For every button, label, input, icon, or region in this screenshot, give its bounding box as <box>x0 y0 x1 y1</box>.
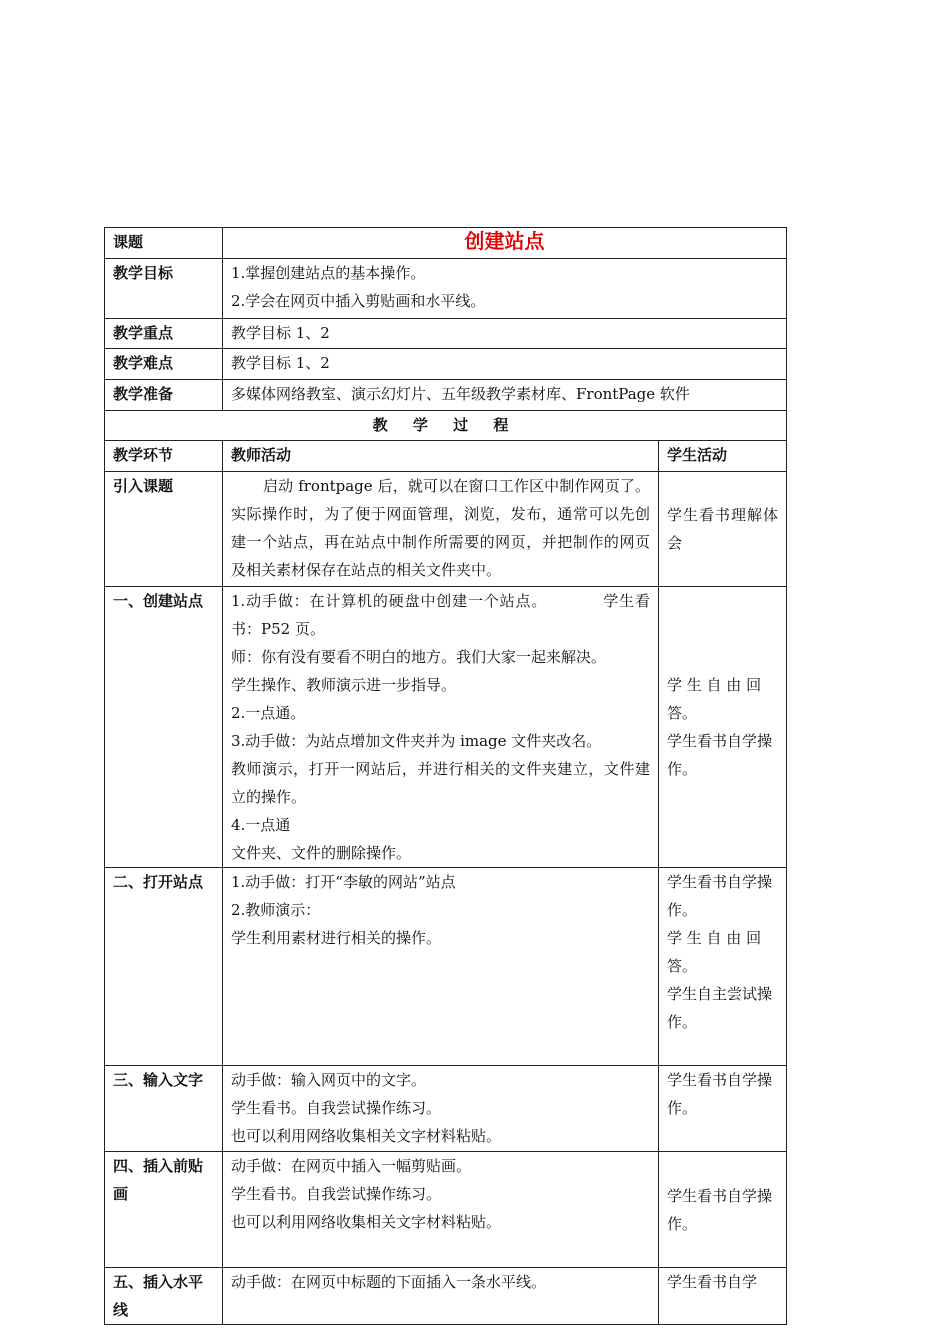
teacher-line: 动手做：输入网页中的文字。 <box>231 1071 427 1089</box>
topic-label: 课题 <box>105 228 223 259</box>
column-stage: 教学环节 <box>105 441 223 472</box>
teacher-line: 1.动手做：打开“李敏的网站”站点 <box>231 873 456 891</box>
goal-item: 2.学会在网页中插入剪贴画和水平线。 <box>231 292 486 310</box>
prep-value: 多媒体网络教室、演示幻灯片、五年级教学素材库、FrontPage 软件 <box>223 380 787 411</box>
teacher-line: 1.动手做：在计算机的硬盘中创建一个站点。 学生看书：P52 页。 <box>231 592 650 638</box>
prep-label: 教学准备 <box>105 380 223 411</box>
table-row <box>105 1066 787 1152</box>
page-title: 创建站点 <box>464 229 545 253</box>
teacher-line: 动手做：在网页中标题的下面插入一条水平线。 <box>231 1273 547 1291</box>
key-value: 教学目标 1、2 <box>223 319 787 349</box>
column-header-row <box>105 441 787 472</box>
table-row <box>105 1152 787 1268</box>
prep-row <box>105 380 787 411</box>
student-line: 学 生 自 由 回 答。 <box>667 676 762 722</box>
stage-label: 二、打开站点 <box>105 868 223 1066</box>
table-row <box>105 472 787 587</box>
stage-label: 四、插入前贴画 <box>105 1152 223 1268</box>
lesson-plan-table <box>104 227 787 1325</box>
teacher-line: 也可以利用网络收集相关文字材料粘贴。 <box>231 1127 502 1145</box>
student-activity <box>659 1066 787 1152</box>
student-text: 学生看书理解体会 <box>667 506 778 552</box>
stage-label: 引入课题 <box>105 472 223 587</box>
student-activity <box>659 1152 787 1268</box>
goals-cell <box>223 259 787 319</box>
teacher-line: 也可以利用网络收集相关文字材料粘贴。 <box>231 1213 502 1231</box>
teacher-activity <box>223 868 659 1066</box>
teacher-line: 学生利用素材进行相关的操作。 <box>231 929 442 947</box>
stage-label: 三、输入文字 <box>105 1066 223 1152</box>
student-activity <box>659 472 787 587</box>
stage-label: 五、插入水平线 <box>105 1268 223 1325</box>
table-row <box>105 1268 787 1325</box>
teacher-line: 动手做：在网页中插入一幅剪贴画。 <box>231 1157 472 1175</box>
student-line: 学生看书自学操作。 <box>667 732 773 778</box>
topic-row <box>105 228 787 259</box>
teacher-text: 启动 frontpage 后，就可以在窗口工作区中制作网页了。实际操作时，为了便于网面管理，浏览，发布，通常可以先创建一个站点，再在站点中制作所需要的网页，并把制作的网页及相关素材保存在站点的相关文件夹中。 <box>231 477 650 579</box>
teacher-line: 文件夹、文件的删除操作。 <box>231 844 412 862</box>
student-line: 学生看书自学 <box>667 1273 758 1291</box>
teacher-line: 学生看书。自我尝试操作练习。 <box>231 1099 442 1117</box>
difficult-value: 教学目标 1、2 <box>223 349 787 380</box>
student-activity <box>659 868 787 1066</box>
difficult-label: 教学难点 <box>105 349 223 380</box>
goal-item: 1.掌握创建站点的基本操作。 <box>231 264 426 282</box>
goals-row <box>105 259 787 319</box>
student-line: 学生看书自学操作。 <box>667 1071 773 1117</box>
teacher-activity <box>223 1152 659 1268</box>
teacher-activity <box>223 1268 659 1325</box>
teacher-activity <box>223 1066 659 1152</box>
process-heading: 教 学 过 程 <box>105 411 787 441</box>
table-row <box>105 587 787 868</box>
teacher-activity <box>223 472 659 587</box>
teacher-line: 师：你有没有要看不明白的地方。我们大家一起来解决。 <box>231 648 607 666</box>
stage-label: 一、创建站点 <box>105 587 223 868</box>
goals-label: 教学目标 <box>105 259 223 319</box>
teacher-activity <box>223 587 659 868</box>
column-teacher: 教师活动 <box>223 441 659 472</box>
teacher-line: 2.教师演示： <box>231 901 321 919</box>
teacher-line: 4.一点通 <box>231 816 291 834</box>
table-row <box>105 868 787 1066</box>
student-line: 学 生 自 由 回 答。 <box>667 929 762 975</box>
column-student: 学生活动 <box>659 441 787 472</box>
teacher-line: 3.动手做：为站点增加文件夹并为 image 文件夹改名。 <box>231 732 602 750</box>
teacher-line: 2.一点通。 <box>231 704 306 722</box>
student-line: 学生自主尝试操作。 <box>667 985 773 1031</box>
student-activity <box>659 1268 787 1325</box>
student-activity <box>659 587 787 868</box>
difficult-row <box>105 349 787 380</box>
student-line: 学生看书自学操作。 <box>667 873 773 919</box>
teacher-line: 学生操作、教师演示进一步指导。 <box>231 676 457 694</box>
student-line: 学生看书自学操作。 <box>667 1186 773 1233</box>
process-row <box>105 411 787 441</box>
topic-cell <box>223 228 787 259</box>
teacher-line: 教师演示，打开一网站后，并进行相关的文件夹建立，文件建立的操作。 <box>231 760 650 806</box>
key-row <box>105 319 787 349</box>
key-label: 教学重点 <box>105 319 223 349</box>
teacher-line: 学生看书。自我尝试操作练习。 <box>231 1185 442 1203</box>
